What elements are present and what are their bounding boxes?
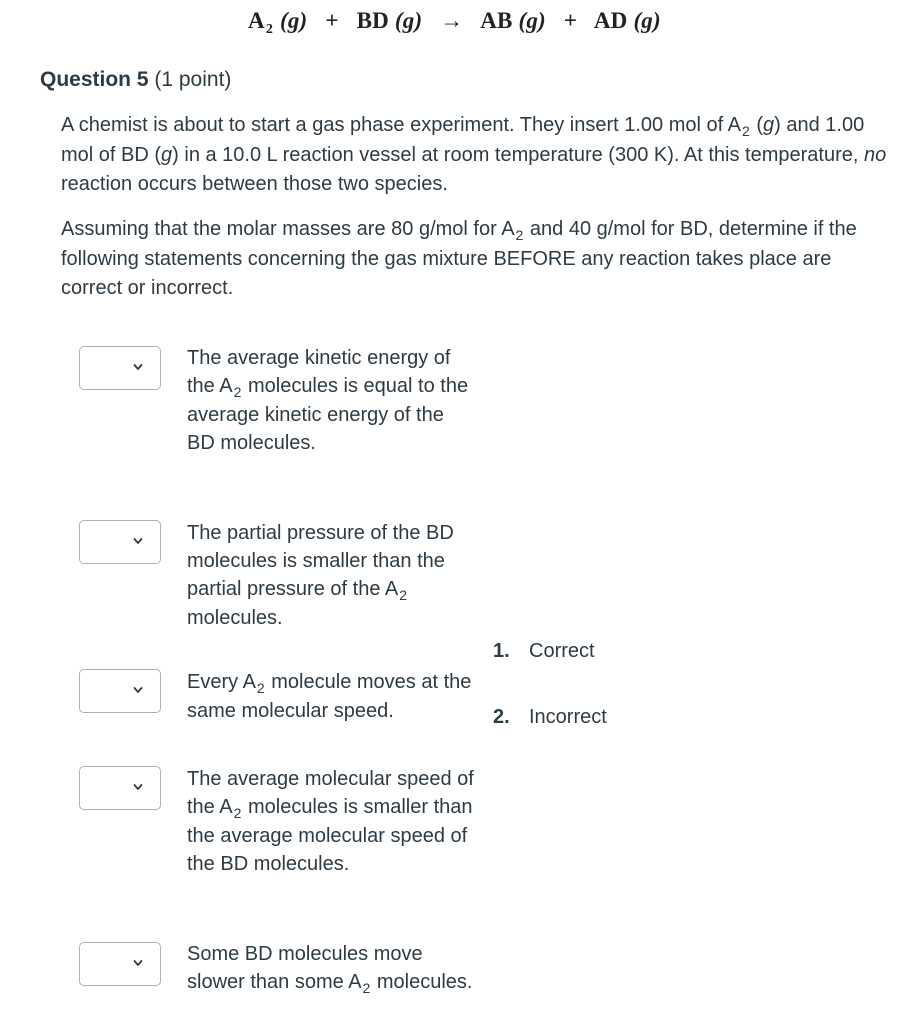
option-incorrect: 2. Incorrect [493, 706, 607, 728]
species-ab: AB [480, 8, 513, 33]
chevron-down-icon [133, 360, 143, 374]
chevron-down-icon [133, 534, 143, 548]
species-bd: BD [356, 8, 389, 33]
question-points: (1 point) [154, 68, 232, 91]
statement-4: The average molecular speed of the $A_2$ molecules is smaller than the average molecular speed of the BD molecules. [187, 768, 474, 875]
answer-dropdown-5[interactable] [79, 942, 161, 986]
chevron-down-icon [133, 780, 143, 794]
species-a2: $A_2$ [248, 8, 274, 37]
statement-2: The partial pressure of the BD molecules is smaller than the partial pressure of the $A_2$ molecules. [187, 522, 454, 629]
question-header [40, 68, 231, 92]
option-correct: 1. Correct [493, 640, 595, 662]
question-title: Question 5 [40, 68, 149, 91]
chevron-down-icon [133, 683, 143, 697]
answer-dropdown-1[interactable] [79, 346, 161, 390]
intro-paragraph: A chemist is about to start a gas phase experiment. They insert 1.00 mol of $A_2$ (g) and 1.00 mol of BD (g) in a 10.0 L reaction vessel at room temperature (300 K). At this temperature, no reaction occurs between those two species. [61, 114, 887, 195]
statement-3: Every $A_2$ molecule moves at the same molecular speed. [187, 671, 472, 722]
statement-5: Some BD molecules move slower than some $A_2$ molecules. [187, 943, 473, 996]
species-ad: AD [593, 8, 628, 33]
answer-dropdown-3[interactable] [79, 669, 161, 713]
answer-dropdown-4[interactable] [79, 766, 161, 810]
reaction-arrow: → [440, 8, 464, 33]
instructions-paragraph: Assuming that the molar masses are 80 g/mol for $A_2$ and 40 g/mol for BD, determine if the following statements concerning the gas mixture BEFORE any reaction takes place are correct or incorrect. [61, 218, 857, 299]
chevron-down-icon [133, 956, 143, 970]
statement-1: The average kinetic energy of the $A_2$ molecules is equal to the average kinetic energy of the BD molecules. [187, 347, 469, 454]
answer-dropdown-2[interactable] [79, 520, 161, 564]
reaction-equation: $A_2$ (g) + BD (g) → AB (g) + AD (g) [248, 8, 661, 37]
